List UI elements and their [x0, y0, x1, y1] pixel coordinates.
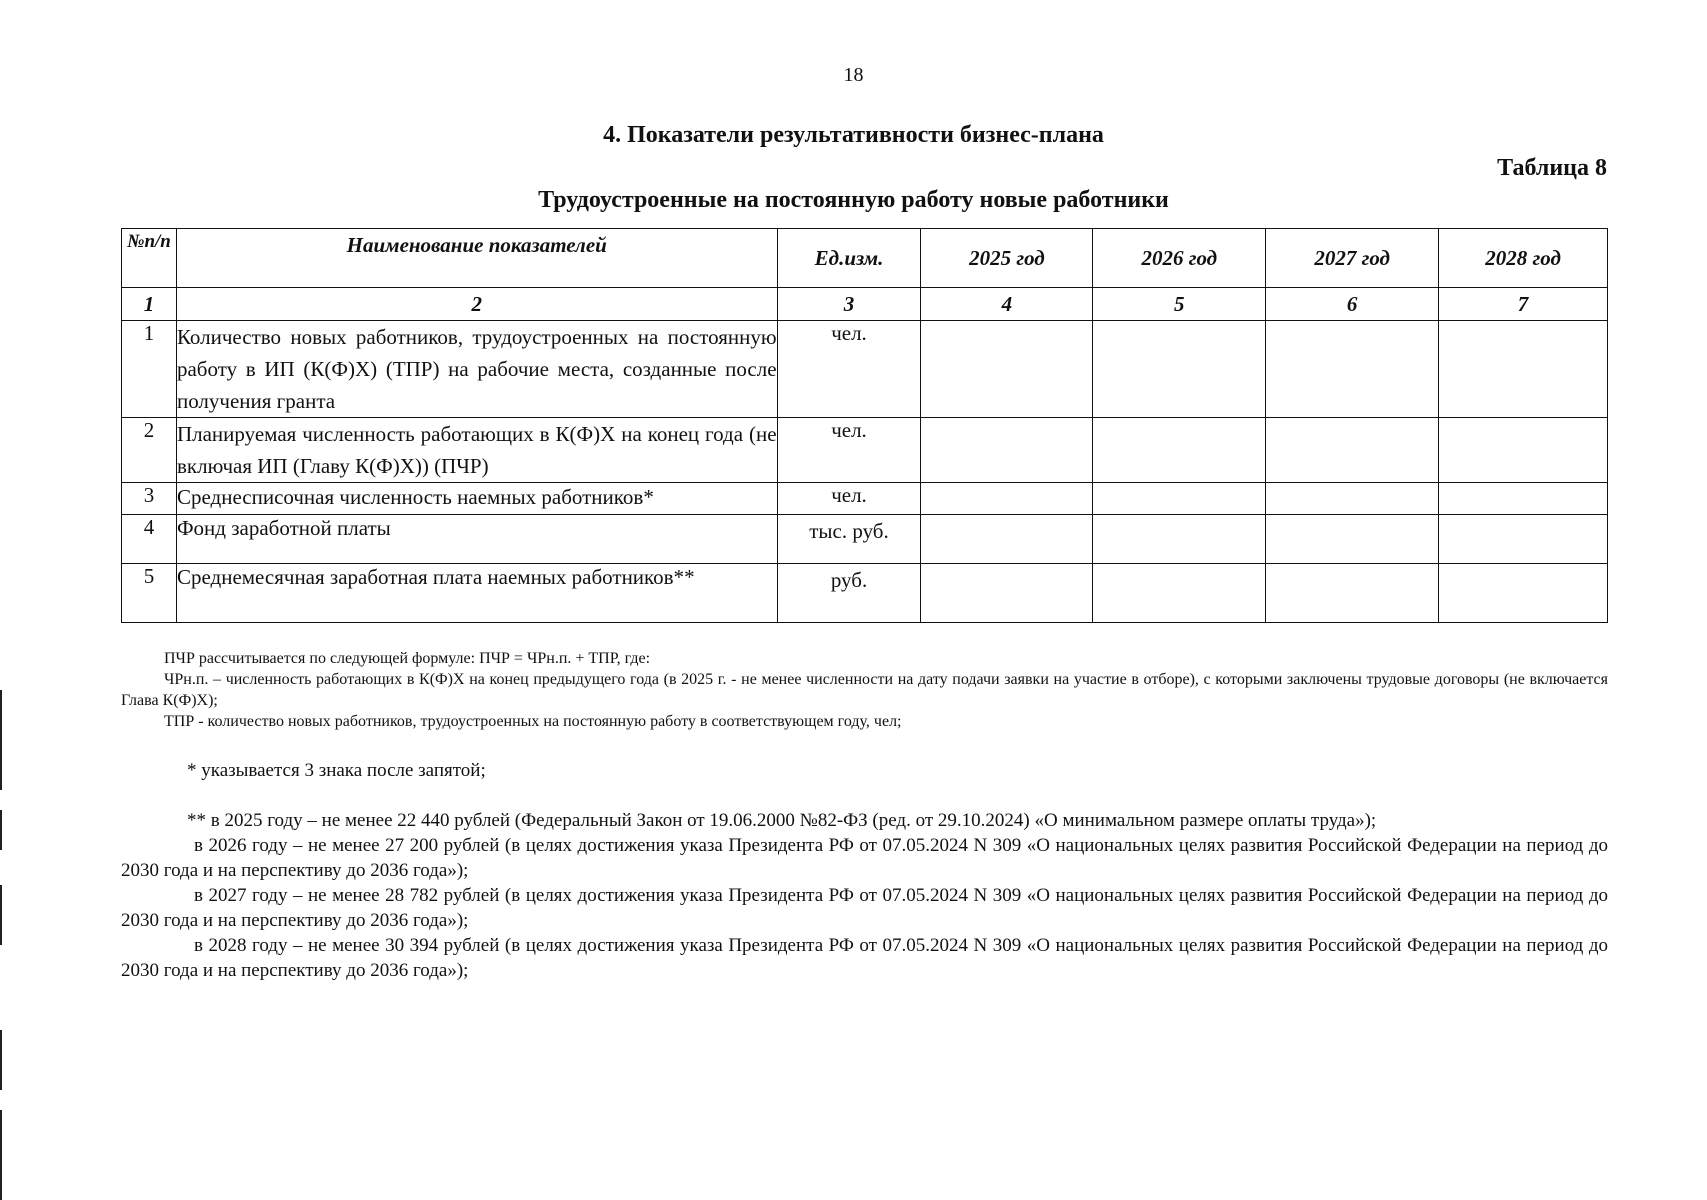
value-cell-2027[interactable] — [1266, 483, 1439, 515]
header-cell-2025: 2025 год — [921, 229, 1093, 288]
column-number: 7 — [1439, 288, 1608, 321]
row-number: 3 — [122, 483, 177, 515]
value-cell-2025[interactable] — [921, 321, 1093, 418]
scan-edge-mark — [0, 810, 2, 850]
value-cell-2025[interactable] — [921, 564, 1093, 623]
note-chr-definition: ЧРн.п. – численность работающих в К(Ф)Х на конец предыдущего года (в 2025 г. - не менее численности на дату подачи заявки на участие в отборе), с которыми заключены трудовые договоры (не включается Глава К(Ф)Х); — [121, 671, 1608, 709]
header-cell-number: №п/п — [122, 229, 177, 288]
table-header-row — [122, 229, 1608, 288]
indicator-name: Среднесписочная численность наемных работников* — [176, 483, 777, 515]
indicator-name: Планируемая численность работающих в К(Ф)Х на конец года (не включая ИП (Главу К(Ф)Х)) (ПЧР) — [176, 418, 777, 483]
unit-cell: чел. — [777, 483, 921, 515]
value-cell-2028[interactable] — [1439, 483, 1608, 515]
scan-edge-mark — [0, 885, 2, 945]
header-cell-2027: 2027 год — [1266, 229, 1439, 288]
indicator-name: Среднемесячная заработная плата наемных работников** — [176, 564, 777, 623]
indicator-name: Количество новых работников, трудоустроенных на постоянную работу в ИП (К(Ф)Х) (ТПР) на рабочие места, созданные после получения гранта — [176, 321, 777, 418]
value-cell-2027[interactable] — [1266, 515, 1439, 564]
column-number: 6 — [1266, 288, 1439, 321]
scan-edge-mark — [0, 1110, 2, 1200]
table-row — [122, 515, 1608, 564]
column-number: 3 — [777, 288, 921, 321]
value-cell-2027[interactable] — [1266, 418, 1439, 483]
value-cell-2025[interactable] — [921, 515, 1093, 564]
value-cell-2025[interactable] — [921, 483, 1093, 515]
table-row — [122, 418, 1608, 483]
section-title: 4. Показатели результативности бизнес-плана — [603, 122, 1104, 148]
note-tpr-definition: ТПР - количество новых работников, трудоустроенных на постоянную работу в соответствующем году, чел; — [164, 713, 902, 730]
column-number: 5 — [1093, 288, 1266, 321]
footnote-2026: в 2026 году – не менее 27 200 рублей (в целях достижения указа Президента РФ от 07.05.2024 N 309 «О национальных целях развития Российской Федерации на период до 2030 года и на перспективу до 2036 года»); — [121, 835, 1608, 881]
row-number: 2 — [122, 418, 177, 483]
row-number: 1 — [122, 321, 177, 418]
value-cell-2025[interactable] — [921, 418, 1093, 483]
header-cell-2028: 2028 год — [1439, 229, 1608, 288]
value-cell-2026[interactable] — [1093, 321, 1266, 418]
page-number: 18 — [843, 64, 864, 86]
indicator-name: Фонд заработной платы — [176, 515, 777, 564]
footnote-double-asterisk — [121, 808, 1608, 983]
scan-edge-mark — [0, 1030, 2, 1090]
column-number: 2 — [176, 288, 777, 321]
row-number: 5 — [122, 564, 177, 623]
table-label: Таблица 8 — [1497, 155, 1607, 181]
table-title: Трудоустроенные на постоянную работу новые работники — [538, 187, 1169, 213]
header-cell-2026: 2026 год — [1093, 229, 1266, 288]
value-cell-2026[interactable] — [1093, 483, 1266, 515]
value-cell-2026[interactable] — [1093, 564, 1266, 623]
value-cell-2028[interactable] — [1439, 418, 1608, 483]
unit-cell: чел. — [777, 418, 921, 483]
value-cell-2028[interactable] — [1439, 564, 1608, 623]
value-cell-2026[interactable] — [1093, 515, 1266, 564]
value-cell-2028[interactable] — [1439, 321, 1608, 418]
scan-edge-mark — [0, 690, 2, 790]
unit-cell: чел. — [777, 321, 921, 418]
formula-notes — [121, 648, 1608, 732]
value-cell-2028[interactable] — [1439, 515, 1608, 564]
header-cell-indicator: Наименование показателей — [176, 229, 777, 288]
table-row — [122, 564, 1608, 623]
column-number: 4 — [921, 288, 1093, 321]
table-row — [122, 321, 1608, 418]
value-cell-2027[interactable] — [1266, 321, 1439, 418]
indicators-table — [121, 228, 1608, 623]
row-number: 4 — [122, 515, 177, 564]
unit-cell: тыс. руб. — [777, 515, 921, 564]
footnote-2027: в 2027 году – не менее 28 782 рублей (в целях достижения указа Президента РФ от 07.05.2024 N 309 «О национальных целях развития Российской Федерации на период до 2030 года и на перспективу до 2036 года»); — [121, 885, 1608, 931]
value-cell-2026[interactable] — [1093, 418, 1266, 483]
value-cell-2027[interactable] — [1266, 564, 1439, 623]
footnote-2025: ** в 2025 году – не менее 22 440 рублей (Федеральный Закон от 19.06.2000 №82-ФЗ (ред. от 29.10.2024) «О минимальном размере оплаты труда»); — [187, 810, 1377, 831]
column-number: 1 — [122, 288, 177, 321]
note-formula: ПЧР рассчитывается по следующей формуле: ПЧР = ЧРн.п. + ТПР, где: — [164, 650, 651, 667]
header-cell-unit: Ед.изм. — [777, 229, 921, 288]
unit-cell: руб. — [777, 564, 921, 623]
footnote-2028: в 2028 году – не менее 30 394 рублей (в целях достижения указа Президента РФ от 07.05.2024 N 309 «О национальных целях развития Российской Федерации на период до 2030 года и на перспективу до 2036 года»); — [121, 935, 1608, 981]
column-number-row — [122, 288, 1608, 321]
footnote-single-asterisk — [121, 758, 1608, 783]
table-row — [122, 483, 1608, 515]
footnote-text: * указывается 3 знака после запятой; — [187, 760, 486, 781]
